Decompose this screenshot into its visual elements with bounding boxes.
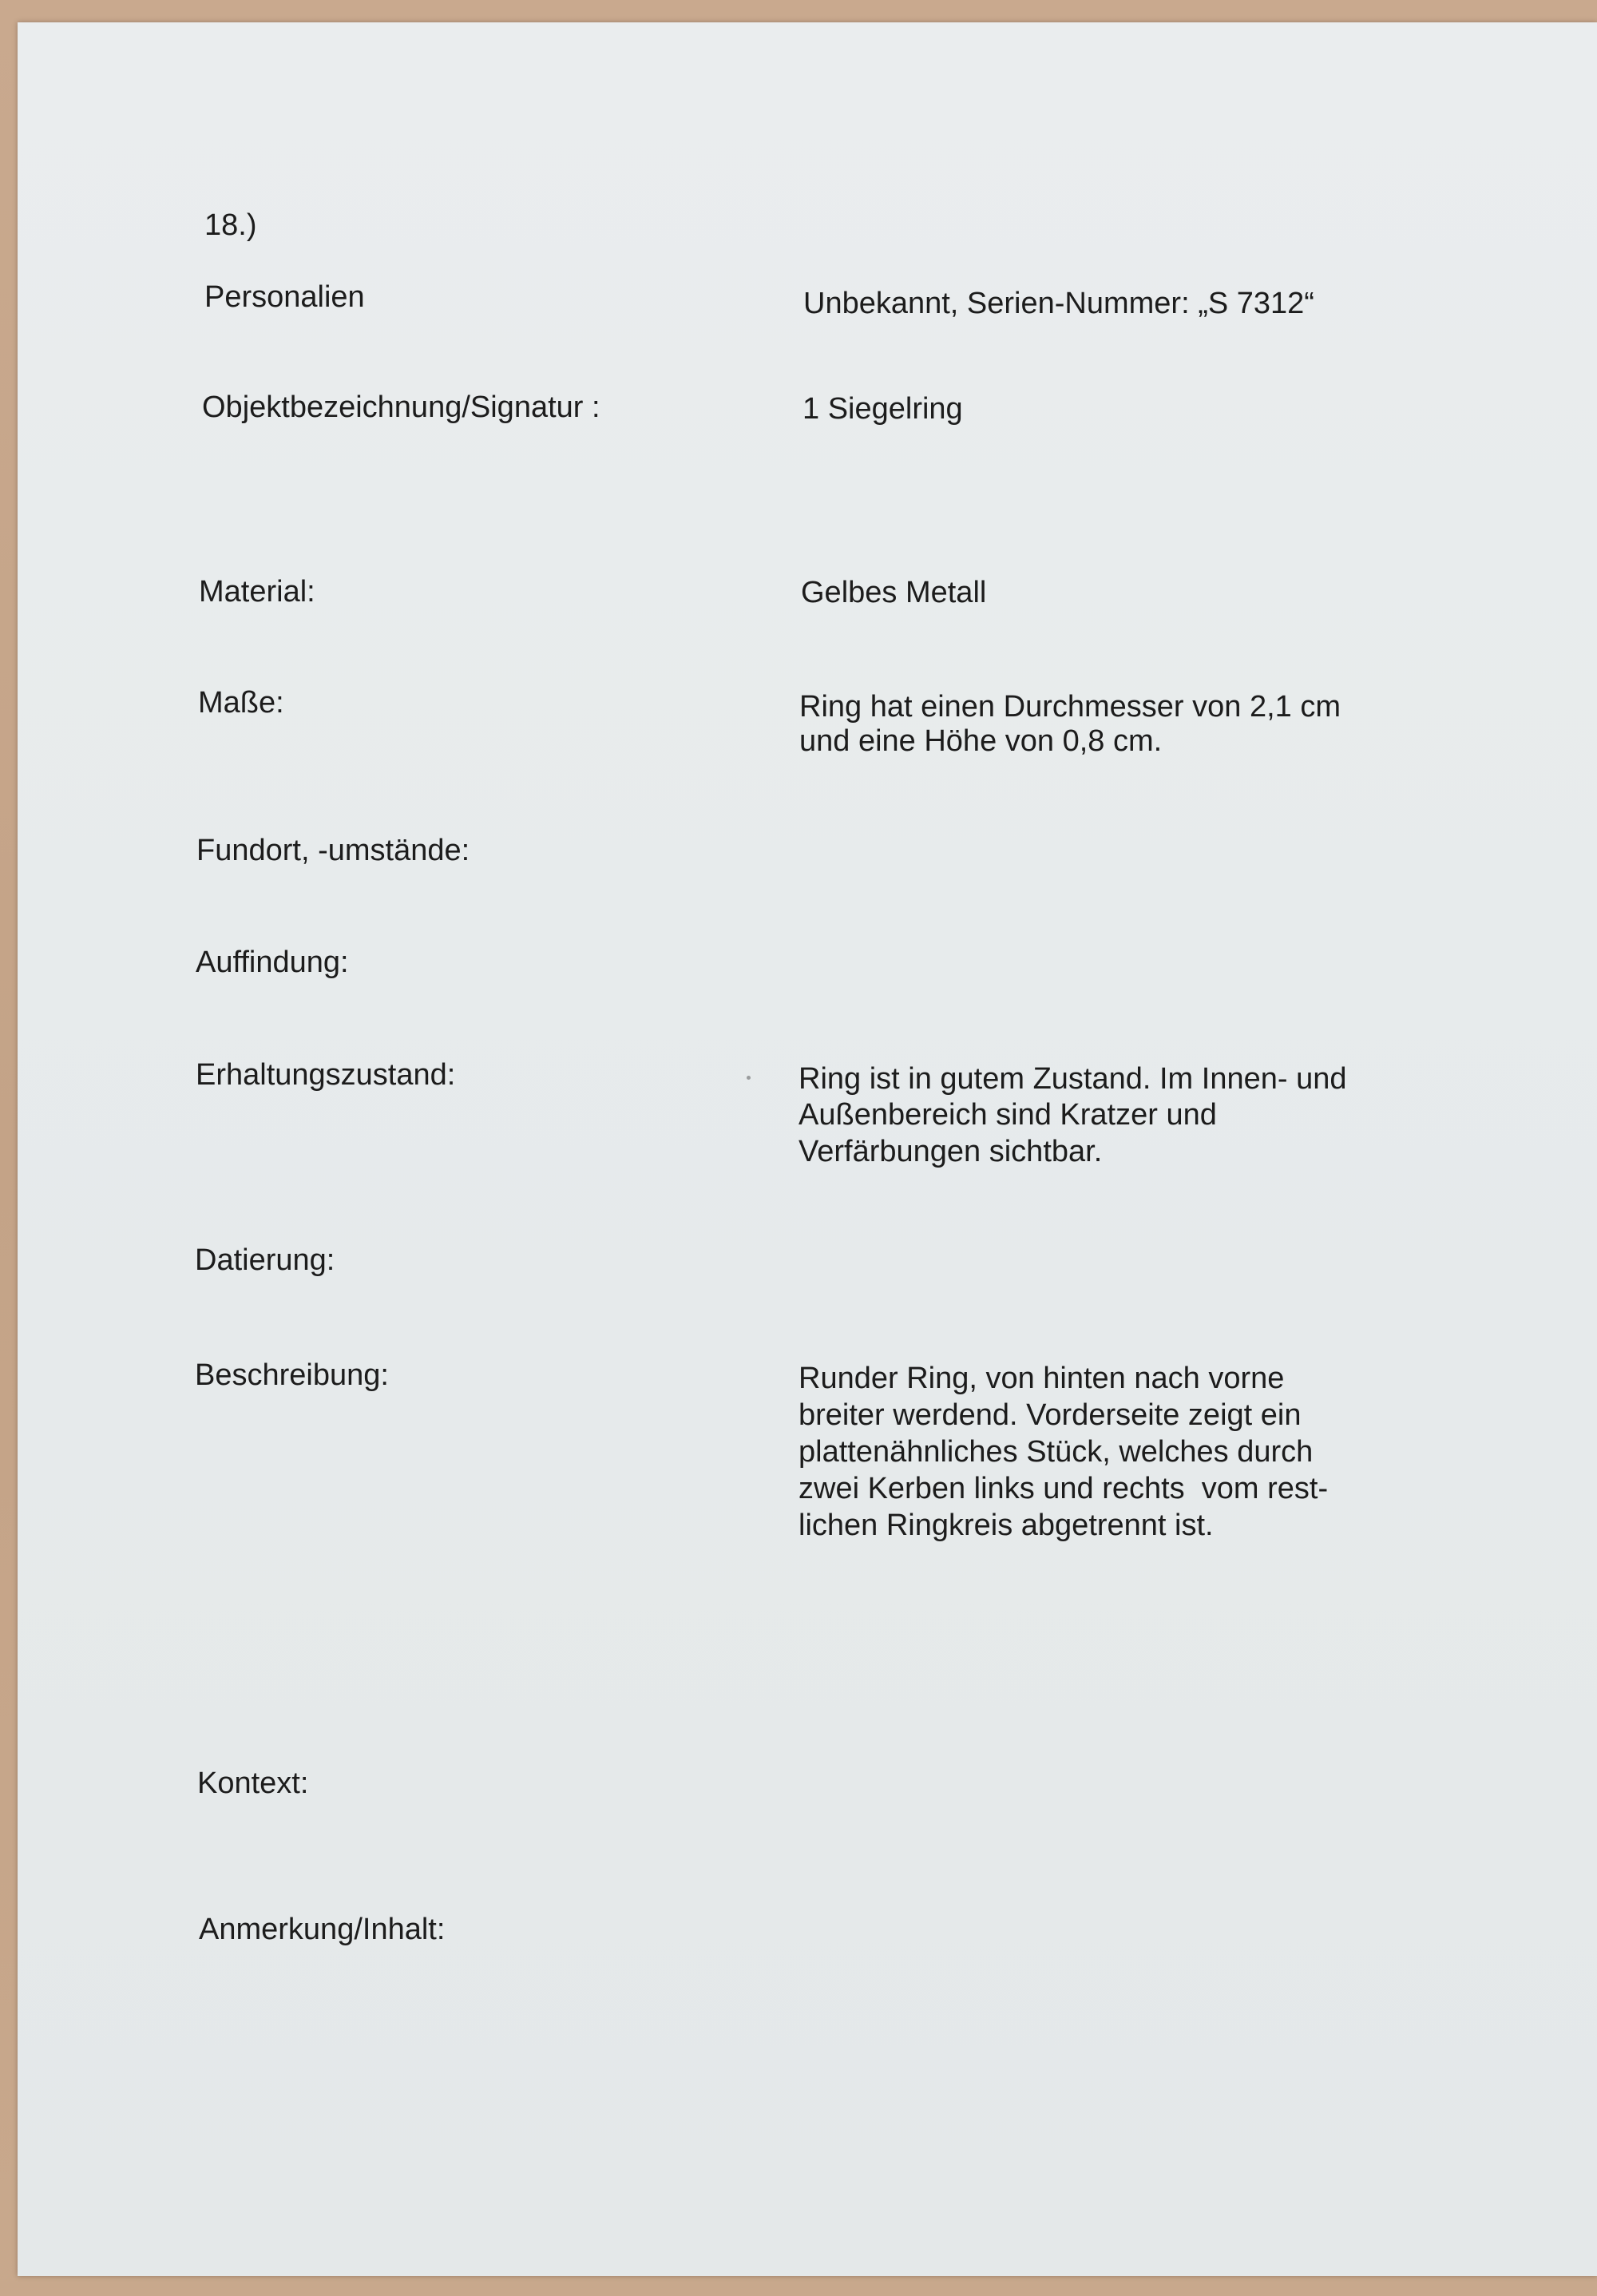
value-beschreibung-line-5: lichen Ringkreis abgetrennt ist. <box>798 1509 1214 1542</box>
entry-number: 18.) <box>204 208 257 242</box>
value-objektbezeichnung: 1 Siegelring <box>802 392 963 426</box>
label-beschreibung: Beschreibung: <box>195 1358 389 1392</box>
label-erhaltungszustand: Erhaltungszustand: <box>196 1058 456 1092</box>
stray-dot <box>747 1076 751 1080</box>
value-erhaltungszustand-line-3: Verfärbungen sichtbar. <box>798 1135 1103 1168</box>
value-masse-line-1: Ring hat einen Durchmesser von 2,1 cm <box>799 690 1341 724</box>
label-personalien: Personalien <box>204 280 365 314</box>
label-auffindung: Auffindung: <box>196 946 349 979</box>
label-masse: Maße: <box>198 686 284 720</box>
value-beschreibung-line-2: breiter werdend. Vorderseite zeigt ein <box>798 1398 1302 1432</box>
value-personalien: Unbekannt, Serien-Nummer: „S 7312“ <box>803 287 1314 320</box>
value-material: Gelbes Metall <box>801 576 987 609</box>
label-objektbezeichnung: Objektbezeichnung/Signatur : <box>202 391 600 424</box>
value-beschreibung-line-1: Runder Ring, von hinten nach vorne <box>798 1362 1285 1395</box>
value-erhaltungszustand-line-1: Ring ist in gutem Zustand. Im Innen- und <box>798 1062 1347 1096</box>
label-anmerkung: Anmerkung/Inhalt: <box>199 1913 446 1946</box>
value-beschreibung-line-3: plattenähnliches Stück, welches durch <box>798 1435 1314 1469</box>
label-kontext: Kontext: <box>197 1767 309 1800</box>
value-erhaltungszustand-line-2: Außenbereich sind Kratzer und <box>798 1098 1217 1132</box>
label-material: Material: <box>199 575 315 609</box>
value-masse-line-2: und eine Höhe von 0,8 cm. <box>799 724 1163 758</box>
label-fundort: Fundort, -umstände: <box>196 834 470 867</box>
label-datierung: Datierung: <box>195 1243 335 1277</box>
value-beschreibung-line-4: zwei Kerben links und rechts vom rest- <box>798 1472 1329 1505</box>
